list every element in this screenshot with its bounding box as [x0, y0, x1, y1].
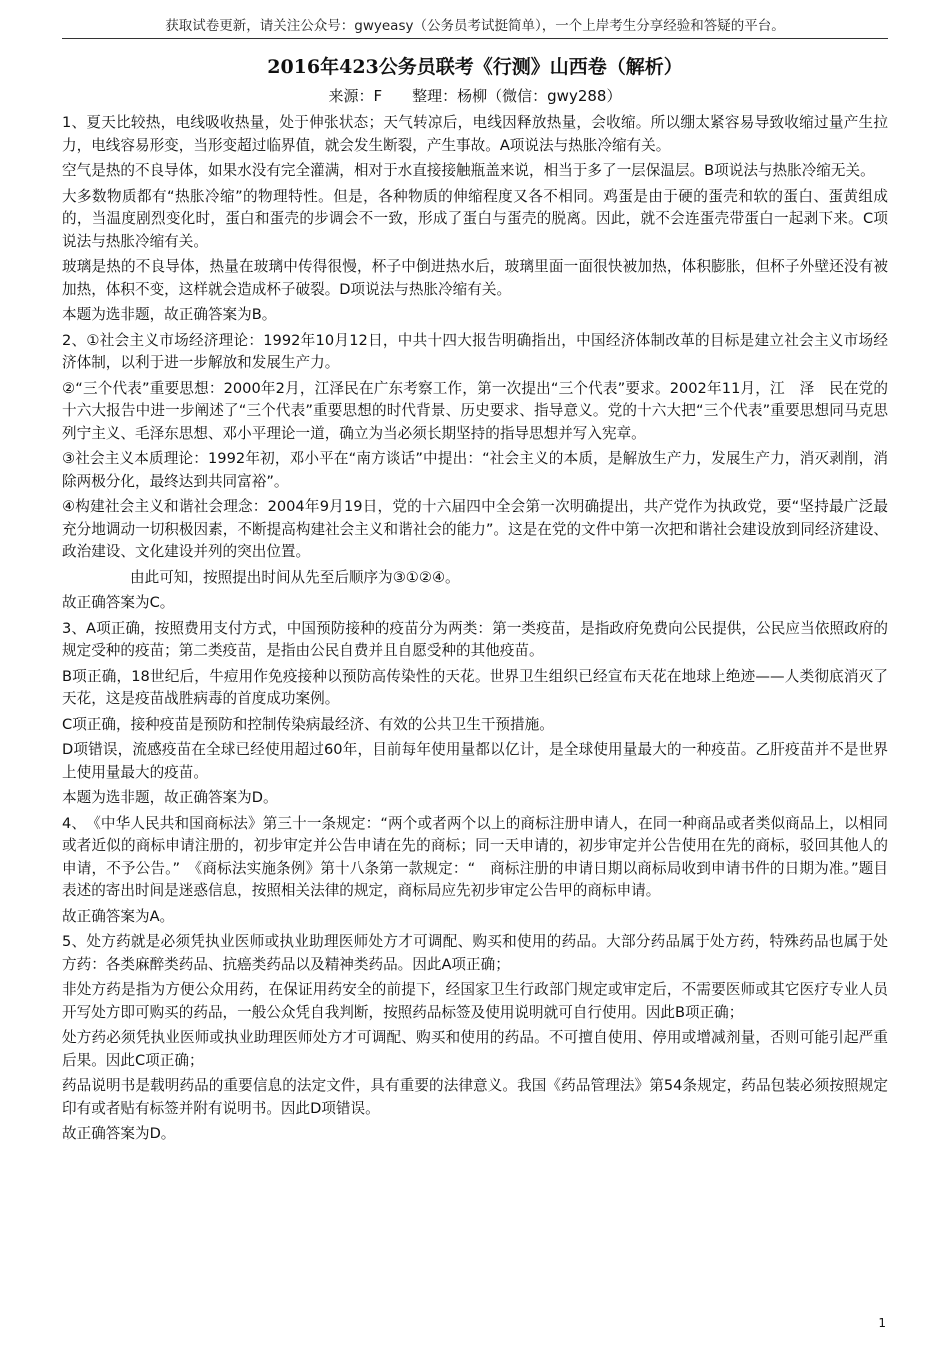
paragraph: ③社会主义本质理论：1992年初，邓小平在“南方谈话”中提出：“社会主义的本质，是解放生产力，发展生产力，消灭剥削，消除两极分化，最终达到共同富裕”。 [62, 450, 888, 490]
paragraph: 处方药必须凭执业医师或执业助理医师处方才可调配、购买和使用的药品。不可擅自使用、停用或增减剂量，否则可能引起严重后果。因此C项正确； [62, 1029, 888, 1069]
paragraph: 由此可知，按照提出时间从先至后顺序为③①②④。 [130, 568, 460, 586]
paragraph: 故正确答案为A。 [62, 907, 175, 925]
paragraph: 空气是热的不良导体，如果水没有完全灌满，相对于水直接接触瓶盖来说，相当于多了一层保温层。B项说法与热胀冷缩无关。 [62, 162, 875, 179]
paragraph: 本题为选非题，故正确答案为D。 [62, 789, 278, 806]
page-number: 1 [878, 1316, 886, 1330]
paragraph: B项正确，18世纪后，牛痘用作免疫接种以预防高传染性的天花。世界卫生组织已经宣布天花在地球上绝迹——人类彻底消灭了天花，这是疫苗战胜病毒的首度成功案例。 [62, 667, 888, 707]
header-notice: 获取试卷更新，请关注公众号：gwyeasy（公务员考试挺简单），一个上岸考生分享经验和答疑的平台。 [165, 18, 785, 34]
paragraph: 2、①社会主义市场经济理论：1992年10月12日，中共十四大报告明确指出，中国经济体制改革的目标是建立社会主义市场经济体制，以利于进一步解放和发展生产力。 [62, 331, 888, 371]
paragraph: ④构建社会主义和谐社会理念：2004年9月19日，党的十六届四中全会第一次明确提出，共产党作为执政党，要“坚持最广泛最充分地调动一切积极因素，不断提高构建社会主义和谐社会的能力”。这是在党的文件中第一次把和谐社会建设放到同经济建设、政治建设、文化建设并列的突出位置。 [62, 498, 888, 560]
paragraph: 3、A项正确，按照费用支付方式，中国预防接种的疫苗分为两类：第一类疫苗，是指政府免费向公民提供，公民应当依照政府的规定受种的疫苗；第二类疫苗，是指由公民自费并且自愿受种的其他疫苗。 [62, 619, 888, 659]
document-body [62, 112, 888, 1149]
document-title: 2016年423公务员联考《行测》山西卷（解析） [267, 56, 683, 78]
paragraph: 药品说明书是载明药品的重要信息的法定文件，具有重要的法律意义。我国《药品管理法》第54条规定，药品包装必须按照规定印有或者贴有标签并附有说明书。因此D项错误。 [62, 1077, 888, 1117]
paragraph: 5、处方药就是必须凭执业医师或执业助理医师处方才可调配、购买和使用的药品。大部分药品属于处方药，特殊药品也属于处方药：各类麻醉类药品、抗癌类药品以及精神类药品。因此A项正确； [62, 933, 888, 973]
paragraph: 4、 《中华人民共和国商标法》第三十一条规定：“两个或者两个以上的商标注册申请人，在同一种商品或者类似商品上，以相同或者近似的商标申请注册的，初步审定并公告申请在先的商标；同一天申请的，初步审定并公告使用在先的商标，驳回其他人的申请，不予公告。” 《商标法实施条例》第十八条第一款规定：“ 商标注册的申请日期以商标局收到申请书件的日期为准。”题目表述的寄出时间是迷惑信息，按照相关法律的规定，商标局应先初步审定公告甲的商标申请。 [62, 814, 888, 899]
paragraph: 故正确答案为D。 [62, 1125, 176, 1142]
paragraph: ②“三个代表”重要思想：2000年2月，江泽民在广东考察工作，第一次提出“三个代表”要求。2002年11月，江 泽 民在党的十六大报告中进一步阐述了“三个代表”重要思想的时代背景、历史要求、指导意义。党的十六大把“三个代表”重要思想同马克思列宁主义、毛泽东思想、邓小平理论一道，确立为当必须长期坚持的指导思想并写入宪章。 [62, 379, 888, 442]
paragraph: 玻璃是热的不良导体，热量在玻璃中传得很慢，杯子中倒进热水后，玻璃里面一面很快被加热，体积膨胀，但杯子外壁还没有被加热，体积不变，这样就会造成杯子破裂。D项说法与热胀冷缩有关。 [62, 258, 888, 298]
paragraph: 1、夏天比较热，电线吸收热量，处于伸张状态；天气转凉后，电线因释放热量，会收缩。所以绷太紧容易导致收缩过量产生拉力，电线容易形变，当形变超过临界值，就会发生断裂，产生事故。A项说法与热胀冷缩有关。 [62, 114, 888, 154]
source-line: 来源：F 整理：杨柳（微信：gwy288） [328, 87, 622, 105]
header-divider [62, 38, 888, 39]
paragraph: 大多数物质都有“热胀冷缩”的物理特性。但是，各种物质的伸缩程度又各不相同。鸡蛋是由于硬的蛋壳和软的蛋白、蛋黄组成的，当温度剧烈变化时，蛋白和蛋壳的步调会不一致，形成了蛋白与蛋壳的脱离。因此，就不会连蛋壳带蛋白一起剥下来。C项说法与热胀冷缩有关。 [62, 187, 888, 250]
paragraph: D项错误，流感疫苗在全球已经使用超过60年，目前每年使用量都以亿计，是全球使用量最大的一种疫苗。乙肝疫苗并不是世界上使用量最大的疫苗。 [62, 741, 888, 781]
paragraph: 本题为选非题，故正确答案为B。 [62, 306, 277, 323]
paragraph: 非处方药是指为方便公众用药，在保证用药安全的前提下，经国家卫生行政部门规定或审定后，不需要医师或其它医疗专业人员开写处方即可购买的药品，一般公众凭自我判断，按照药品标签及使用说明就可自行使用。因此B项正确； [62, 981, 888, 1021]
paragraph: 故正确答案为C。 [62, 594, 175, 611]
paragraph: C项正确，接种疫苗是预防和控制传染病最经济、有效的公共卫生干预措施。 [62, 715, 554, 733]
